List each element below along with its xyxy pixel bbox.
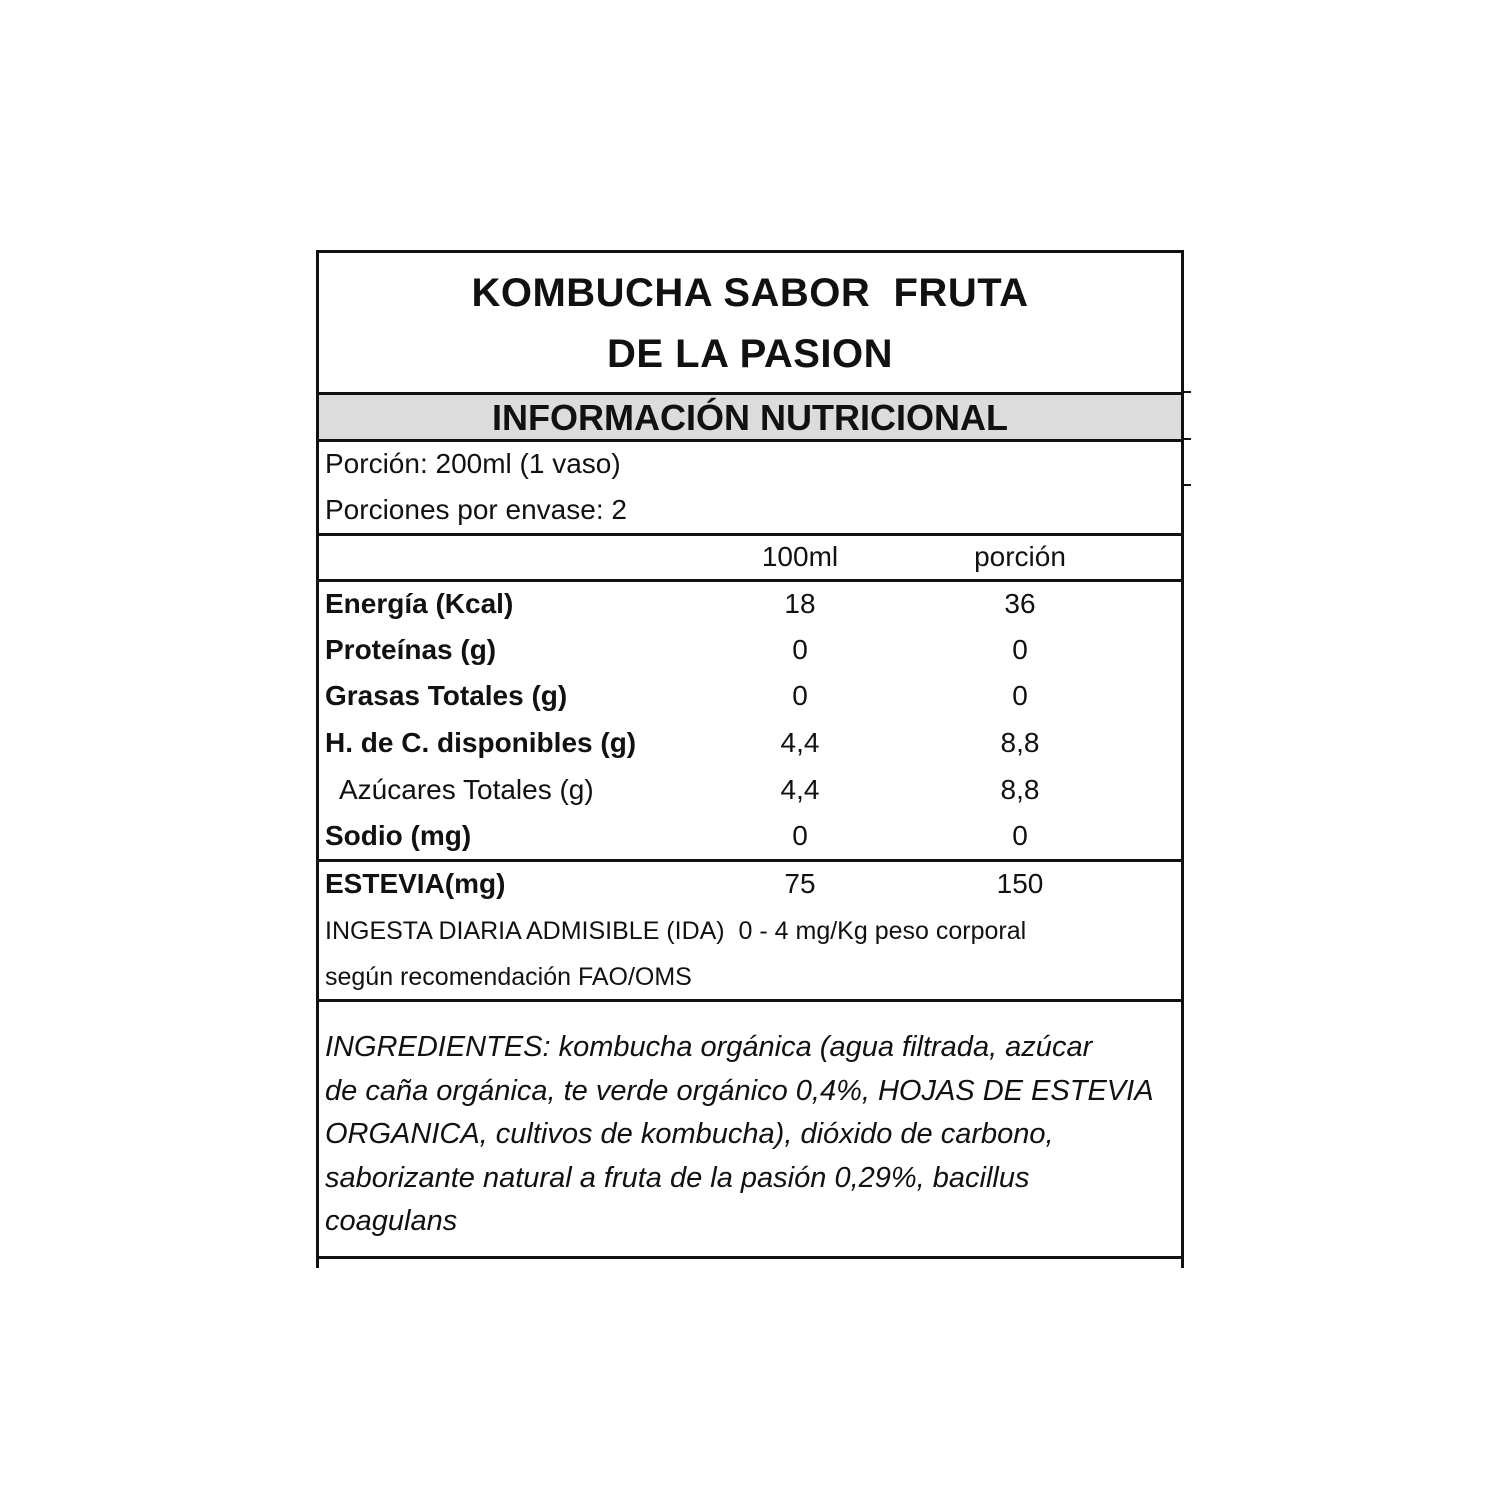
stevia-note-row-1 <box>319 911 1181 957</box>
title-line-1: KOMBUCHA SABOR FRUTA <box>471 271 1029 315</box>
nutrient-label: Azúcares Totales (g) <box>339 774 594 805</box>
nutrient-label: H. de C. disponibles (g) <box>325 727 637 758</box>
stevia-per100: 75 <box>784 868 816 899</box>
divider-stub <box>1181 484 1191 486</box>
column-per100: 100ml <box>761 541 839 572</box>
product-title <box>319 253 1181 395</box>
nutrient-row-fat <box>319 674 1181 720</box>
title-line-2: DE LA PASION <box>606 332 894 376</box>
ingredients-line: saborizante natural a fruta de la pasión 0,29%, bacillus <box>325 1161 1030 1194</box>
divider-stub <box>1181 391 1191 393</box>
divider <box>319 999 1181 1002</box>
stevia-label: ESTEVIA(mg) <box>325 868 506 899</box>
nutrient-per100: 0 <box>792 634 808 665</box>
stevia-note-row-2 <box>319 957 1181 1003</box>
nutrient-per100: 18 <box>784 588 816 619</box>
stevia-portion: 150 <box>996 868 1044 899</box>
nutrient-portion: 8,8 <box>1000 774 1040 805</box>
nutrient-row-energy <box>319 582 1181 628</box>
nutrient-portion: 36 <box>1004 588 1036 619</box>
stevia-note: según recomendación FAO/OMS <box>325 963 692 991</box>
column-per-portion: porción <box>974 541 1066 572</box>
nutrient-label: Energía (Kcal) <box>325 588 514 619</box>
nutrient-row-sugars <box>319 768 1181 814</box>
ingredients-line: coagulans <box>325 1205 458 1237</box>
ingredients-text <box>325 1026 1175 1244</box>
nutrient-per100: 0 <box>792 680 808 711</box>
column-header-row <box>319 535 1181 581</box>
nutrition-header: INFORMACIÓN NUTRICIONAL <box>319 395 1181 442</box>
servings-per-pack-row <box>319 488 1181 534</box>
divider <box>319 1256 1181 1259</box>
divider-stub <box>1181 438 1191 440</box>
ingredients-line: de caña orgánica, te verde orgánico 0,4%, HOJAS DE ESTEVIA <box>325 1074 1154 1107</box>
nutrient-label: Proteínas (g) <box>325 634 497 665</box>
stevia-note: INGESTA DIARIA ADMISIBLE (IDA) 0 - 4 mg/Kg peso corporal <box>325 917 1027 945</box>
ingredients-line: INGREDIENTES: kombucha orgánica (agua filtrada, azúcar <box>325 1031 1093 1063</box>
serving-size-row <box>319 442 1181 488</box>
nutrition-label <box>316 250 1184 1268</box>
ingredients-line: ORGANICA, cultivos de kombucha), dióxido de carbono, <box>325 1118 1054 1150</box>
serving-size: Porción: 200ml (1 vaso) <box>325 448 621 479</box>
servings-per-pack: Porciones por envase: 2 <box>325 494 627 525</box>
nutrient-per100: 0 <box>792 820 808 851</box>
nutrient-portion: 0 <box>1012 820 1028 851</box>
nutrient-row-protein <box>319 628 1181 674</box>
nutrient-per100: 4,4 <box>780 727 820 758</box>
stevia-row <box>319 862 1181 908</box>
nutrient-label: Grasas Totales (g) <box>325 680 568 711</box>
nutrient-portion: 0 <box>1012 680 1028 711</box>
nutrient-per100: 4,4 <box>780 774 820 805</box>
nutrient-row-sodium <box>319 814 1181 860</box>
nutrient-label: Sodio (mg) <box>325 820 472 851</box>
nutrient-portion: 0 <box>1012 634 1028 665</box>
nutrient-portion: 8,8 <box>1000 727 1040 758</box>
nutrient-row-carbs <box>319 721 1181 767</box>
